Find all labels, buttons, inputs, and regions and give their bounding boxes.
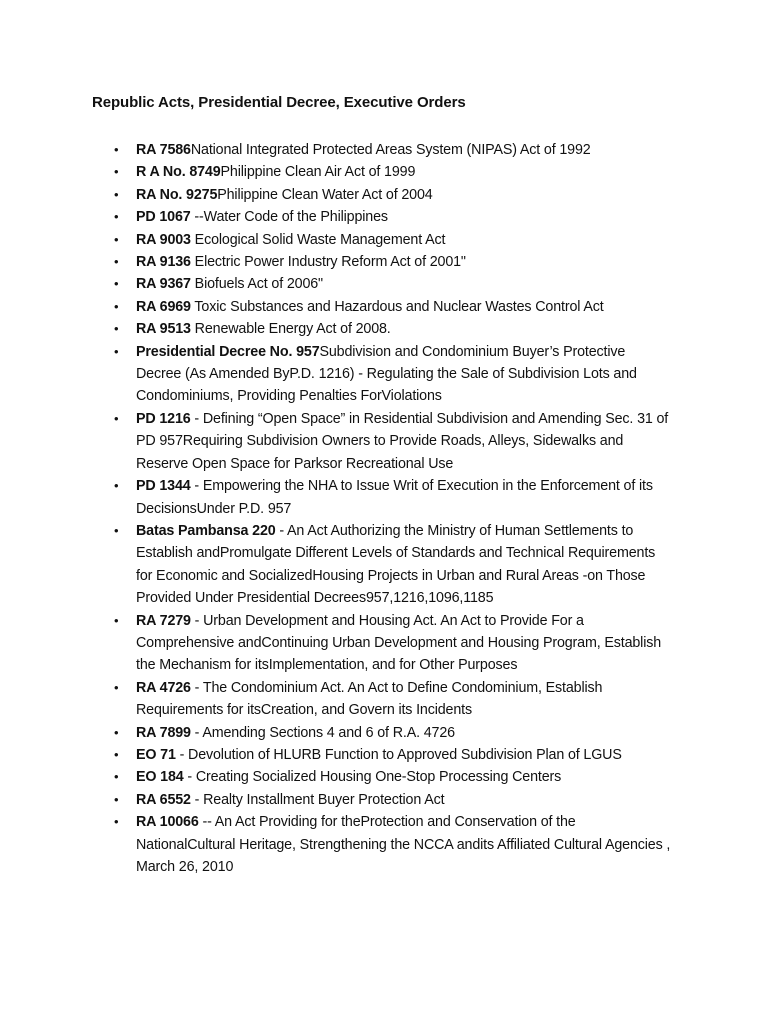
bullet-icon: • [114,679,119,695]
bullet-icon: • [114,298,119,314]
bullet-icon: • [114,478,119,494]
list-item [114,161,674,183]
bullet-icon: • [114,231,119,247]
act-description: Renewable Energy Act of 2008. [190,321,391,338]
bullet-icon: • [114,164,119,180]
bullet-icon: • [114,410,119,426]
act-code: RA 9136 [136,254,191,271]
list-item [114,206,674,228]
act-code: Presidential Decree No. 957 [136,343,320,360]
list-item [114,610,674,677]
bullet-icon: • [114,746,119,762]
act-code: RA 6969 [136,298,191,315]
act-code: RA 7899 [136,724,191,741]
list-item [114,677,674,722]
list-item [114,184,674,206]
act-description: - Empowering the NHA to Issue Writ of Execution in the Enforcement of its DecisionsUnder P.D. 957 [136,478,653,517]
bullet-icon: • [114,791,119,807]
list-item [114,408,674,475]
act-code: R A No. 8749 [136,164,221,181]
list-item [114,520,674,610]
bullet-icon: • [114,276,119,292]
list-item [114,341,674,408]
list-item [114,766,674,788]
act-description: Electric Power Industry Reform Act of 2001" [190,254,466,271]
list-item [114,744,674,766]
act-code: RA 9003 [136,231,191,248]
act-code: RA 7586 [136,142,191,158]
act-code: PD 1216 [136,410,191,427]
list-item [114,722,674,744]
bullet-icon: • [114,186,119,202]
act-code: RA 9367 [136,276,191,293]
act-description: - Devolution of HLURB Function to Approved Subdivision Plan of LGUS [175,746,622,763]
act-description: --Water Code of the Philippines [190,209,388,226]
act-code: RA No. 9275 [136,186,218,203]
list-item [114,475,674,520]
act-code: PD 1067 [136,209,191,226]
list-item [114,296,674,318]
bullet-icon: • [114,522,119,538]
acts-list [114,139,674,878]
act-code: RA 7279 [136,612,191,629]
act-code: EO 184 [136,769,184,786]
bullet-icon: • [114,769,119,785]
act-description: -- An Act Providing for theProtection and Conservation of the NationalCultural Heritage, Strengthening the NCCA andits Affiliated Cultural Agencies , March 26, 2010 [136,814,671,875]
list-item [114,273,674,295]
act-code: Batas Pambansa 220 [136,522,276,539]
act-description: - The Condominium Act. An Act to Define Condominium, Establish Requirements for itsCreation, and Govern its Incidents [136,679,603,719]
act-code: EO 71 [136,746,176,763]
list-item [114,139,674,161]
act-code: RA 10066 [136,814,199,831]
bullet-icon: • [114,209,119,225]
act-description: Philippine Clean Air Act of 1999 [220,164,416,181]
list-item [114,789,674,811]
act-description: Toxic Substances and Hazardous and Nuclear Wastes Control Act [190,298,604,315]
bullet-icon: • [114,724,119,740]
list-item [114,318,674,340]
act-description: - Amending Sections 4 and 6 of R.A. 4726 [190,724,455,741]
act-description: - An Act Authorizing the Ministry of Human Settlements to Establish andPromulgate Different Levels of Standards and Technical Requirements for Economic and SocializedHousing Projects in Urban and Rural Areas -on Those Provided Under Presidential Decrees957,1216,1096,1185 [136,522,656,607]
bullet-icon: • [114,612,119,628]
act-description: Biofuels Act of 2006" [190,276,323,293]
bullet-icon: • [114,254,119,270]
act-description: Philippine Clean Water Act of 2004 [217,186,433,203]
bullet-icon: • [114,321,119,337]
act-description: Ecological Solid Waste Management Act [190,231,446,248]
list-item [114,811,674,878]
act-description: - Realty Installment Buyer Protection Act [190,791,445,808]
list-item [114,229,674,251]
act-description: National Integrated Protected Areas System (NIPAS) Act of 1992 [190,142,591,158]
act-description: Subdivision and Condominium Buyer’s Protective Decree (As Amended ByP.D. 1216) - Regulating the Sale of Subdivision Lots and Condominiums, Providing Penalties ForViolations [136,343,637,405]
act-code: RA 9513 [136,321,191,338]
act-code: RA 6552 [136,791,191,808]
bullet-icon: • [114,142,119,157]
list-item [114,251,674,273]
act-code: RA 4726 [136,679,191,696]
act-description: - Creating Socialized Housing One-Stop Processing Centers [183,769,562,786]
act-description: - Urban Development and Housing Act. An Act to Provide For a Comprehensive andContinuing Urban Development and Housing Program, Establish the Mechanism for itsImplementation, and for Other Purposes [136,612,662,674]
act-code: PD 1344 [136,478,191,495]
act-description: - Defining “Open Space” in Residential Subdivision and Amending Sec. 31 of PD 957Requiring Subdivision Owners to Provide Roads, Alleys, Sidewalks and Reserve Open Space for Parksor Recreational Use [136,410,669,472]
page-heading: Republic Acts, Presidential Decree, Executive Orders [92,94,466,111]
bullet-icon: • [114,814,119,830]
bullet-icon: • [114,343,119,359]
